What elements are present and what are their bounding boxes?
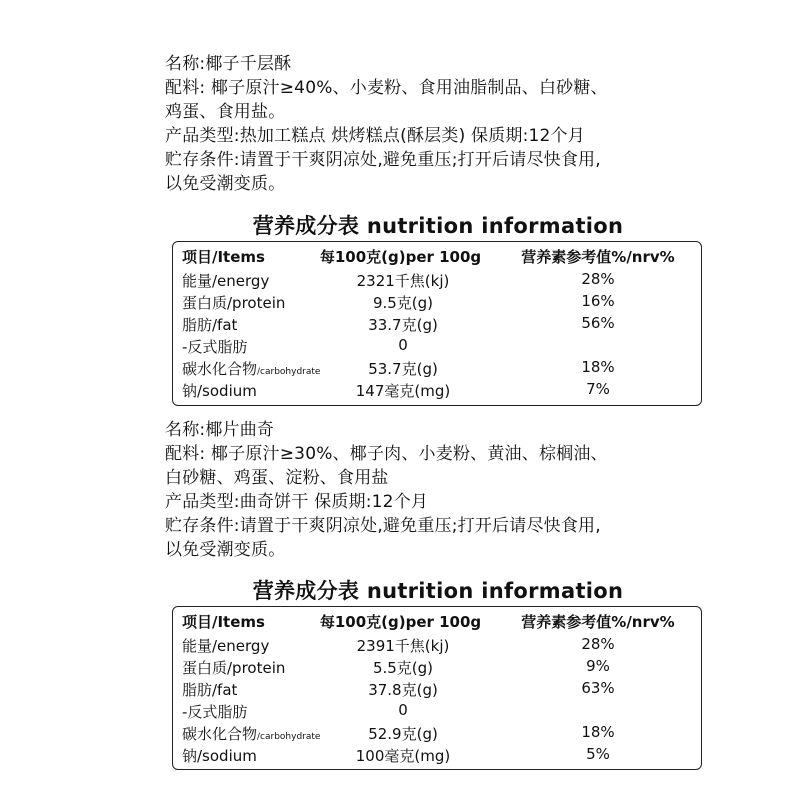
table-row xyxy=(173,268,701,290)
product-1-storage-line-2: 以免受潮变质。 xyxy=(165,174,286,194)
table-row xyxy=(173,633,701,655)
product-2-nutrition-table xyxy=(172,606,702,770)
table-row xyxy=(173,378,701,400)
header-items: 项目/Items xyxy=(182,613,265,631)
product-2-type: 产品类型:曲奇饼干 保质期:12个月 xyxy=(165,492,429,512)
row-nrv: 5% xyxy=(586,745,610,763)
product-1-type: 产品类型:热加工糕点 烘烤糕点(酥层类) 保质期:12个月 xyxy=(165,126,585,146)
row-value: 37.8克(g) xyxy=(368,681,438,699)
product-1-info xyxy=(165,52,725,196)
row-label: 钠/sodium xyxy=(182,382,257,400)
row-label-main: 碳水化合物 xyxy=(182,725,258,743)
table-row xyxy=(173,655,701,677)
product-1-nutrition-title: 营养成分表 nutrition information xyxy=(252,214,624,238)
row-label: 能量/energy xyxy=(182,637,270,655)
row-label-small: /carbohydrate xyxy=(257,367,321,377)
product-1-name: 名称:椰子千层酥 xyxy=(165,54,292,74)
row-value: 0 xyxy=(398,336,408,354)
row-label xyxy=(182,358,320,379)
header-items: 项目/Items xyxy=(182,248,265,266)
row-nrv: 56% xyxy=(581,314,615,332)
row-label: 脂肪/fat xyxy=(182,681,238,699)
row-label: 脂肪/fat xyxy=(182,316,238,334)
row-nrv: 7% xyxy=(586,380,610,398)
row-value: 2391千焦(kj) xyxy=(356,637,450,655)
table-row xyxy=(173,677,701,699)
row-label-main: 碳水化合物 xyxy=(182,360,258,378)
header-nrv: 营养素参考值%/nrv% xyxy=(521,248,675,266)
table-row xyxy=(173,290,701,312)
product-2-ingredients-line-1: 配料: 椰子原汁≥30%、椰子肉、小麦粉、黄油、棕榈油、 xyxy=(165,444,608,464)
row-nrv: 9% xyxy=(586,657,610,675)
table-row xyxy=(173,699,701,721)
row-nrv: 16% xyxy=(581,292,615,310)
row-label: 能量/energy xyxy=(182,272,270,290)
product-1-nutrition-table xyxy=(172,241,702,406)
row-value: 2321千焦(kj) xyxy=(356,272,450,290)
row-nrv: 63% xyxy=(581,679,615,697)
row-value: 147毫克(mg) xyxy=(355,382,451,400)
row-label: 钠/sodium xyxy=(182,747,257,765)
row-nrv: 18% xyxy=(581,358,615,376)
product-1-ingredients-line-1: 配料: 椰子原汁≥40%、小麦粉、食用油脂制品、白砂糖、 xyxy=(165,78,608,98)
row-value: 100毫克(mg) xyxy=(355,747,451,765)
product-1-ingredients-line-2: 鸡蛋、食用盐。 xyxy=(165,102,286,122)
header-per-100g: 每100克(g)per 100g xyxy=(319,613,482,631)
product-2-storage-line-2: 以免受潮变质。 xyxy=(165,540,286,560)
row-value: 0 xyxy=(398,701,408,719)
row-nrv: 18% xyxy=(581,723,615,741)
table-header-row xyxy=(173,244,701,268)
header-per-100g: 每100克(g)per 100g xyxy=(319,248,482,266)
product-1-storage-line-1: 贮存条件:请置于干爽阴凉处,避免重压;打开后请尽快食用, xyxy=(165,150,601,170)
product-2-ingredients-line-2: 白砂糖、鸡蛋、淀粉、食用盐 xyxy=(165,468,389,488)
row-label xyxy=(182,723,320,744)
row-label: 蛋白质/protein xyxy=(182,659,286,677)
table-row xyxy=(173,721,701,743)
row-value: 9.5克(g) xyxy=(372,294,434,312)
row-value: 33.7克(g) xyxy=(368,316,438,334)
product-2-storage-line-1: 贮存条件:请置于干爽阴凉处,避免重压;打开后请尽快食用, xyxy=(165,516,601,536)
table-row xyxy=(173,356,701,378)
row-nrv: 28% xyxy=(581,635,615,653)
product-2-name: 名称:椰片曲奇 xyxy=(165,420,275,440)
row-nrv: 28% xyxy=(581,270,615,288)
row-label: 蛋白质/protein xyxy=(182,294,286,312)
row-value: 52.9克(g) xyxy=(368,725,438,743)
row-label: -反式脂肪 xyxy=(182,703,248,721)
product-2-nutrition-title: 营养成分表 nutrition information xyxy=(252,579,624,603)
table-header-row xyxy=(173,609,701,633)
row-label-small: /carbohydrate xyxy=(257,732,321,742)
table-row xyxy=(173,312,701,334)
table-row xyxy=(173,743,701,765)
header-nrv: 营养素参考值%/nrv% xyxy=(521,613,675,631)
row-value: 5.5克(g) xyxy=(372,659,434,677)
row-value: 53.7克(g) xyxy=(368,360,438,378)
row-label: -反式脂肪 xyxy=(182,338,248,356)
product-2-info xyxy=(165,418,725,562)
table-row xyxy=(173,334,701,356)
